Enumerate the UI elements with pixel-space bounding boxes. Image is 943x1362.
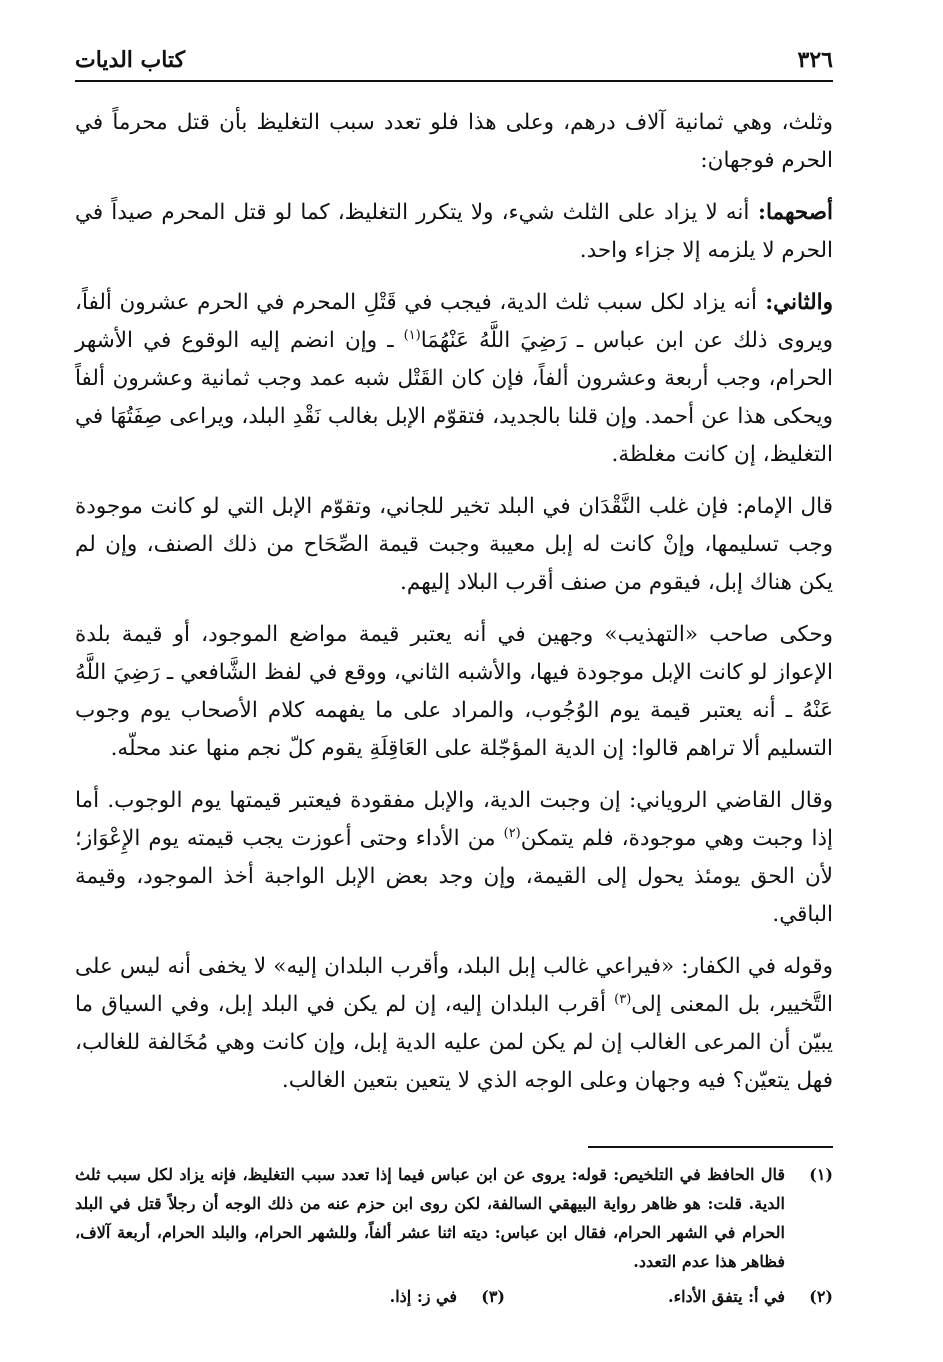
paragraph [75,284,833,474]
paragraph-text: قال الإمام: فإن غلب النَّقْدَان في البلد تخير للجاني، وتقوّم الإبل التي لو كانت موجودة وجب تسليمها، وإنْ كانت له إبل معيبة وجبت قيمة الصِّحَاح من ذلك الصنف، وإن لم يكن هناك إبل، فيقوم من صنف أقرب البلاد إليهم. [75,494,833,595]
paragraph-text: وقال القاضي الروياني: إن وجبت الدية، والإبل مفقودة فيعتبر قيمتها يوم الوجوب. أما إذا وجبت وهي موجودة، فلم يتمكن [75,788,833,851]
paragraph-text: أنه يزاد لكل سبب ثلث الدية، فيجب في قَتْلِ المحرم في الحرم عشرون ألفاً، ويروى ذلك عن ابن عباس ـ رَضِيَ اللَّهُ عَنْهُمَا [75,290,833,353]
book-page [75,40,833,1340]
footnote-1 [75,1160,833,1276]
footnote-2-text: في أ: يتفق الأداء. [668,1287,785,1306]
footnotes [75,1160,833,1317]
paragraph-text: أنه لا يزاد على الثلث شيء، ولا يتكرر التغليظ، كما لو قتل المحرم صيداً في الحرم لا يلزمه إلا جزاء واحد. [75,200,833,263]
paragraph-text-cont: أقرب البلدان إليه، إن لم يكن في البلد إبل، وفي السياق ما يبيّن أن المرعى الغالب إن لم يكن لمن عليه الدية إبل، وإن كانت وهي مُخَالفة للغالب، فهل يتعيّن؟ فيه وجهان وعلى الوجه الذي لا يتعين بتعين الغالب. [75,992,833,1093]
footnote-number: (١) [809,1165,833,1184]
page-number: ٣٢٦ [797,47,833,73]
paragraph-text: وقوله في الكفار: «فيراعي غالب إبل البلد، وأقرب البلدان إليه» لا يخفى أنه ليس على التَّخيير، بل المعنى إلى [75,954,833,1017]
paragraph-lead: والثاني: [756,290,833,315]
footnote-ref-1[interactable]: (١) [403,327,421,343]
paragraph [75,616,833,768]
main-text [75,104,833,1114]
paragraph [75,782,833,934]
paragraph-text-cont: ـ وإن انضم إليه الوقوع في الأشهر الحرام، وجب أربعة وعشرون ألفاً، فإن كان القَتْل شبه عمد وجب ثمانية وعشرون ألفاً ويحكى هذا عن أحمد. وإن قلنا بالجديد، فتقوّم الإبل بغالب نَقْدِ البلد، ويراعى صِفَتُهَا في التغليظ، إن كانت مغلظة. [75,328,833,467]
paragraph [75,488,833,602]
paragraph-text: وحكى صاحب «التهذيب» وجهين في أنه يعتبر قيمة مواضع الموجود، أو قيمة بلدة الإعواز لو كانت الإبل موجودة فيها، والأشبه الثاني، ووقع في لفظ الشَّافعي ـ رَضِيَ اللَّهُ عَنْهُ ـ أنه يعتبر قيمة يوم الوُجُوب، والمراد على ما يفهمه كلام الأصحاب يوم وجوب التسليم ألا تراهم قالوا: إن الدية المؤجّلة على العَاقِلَةِ يقوم كلّ نجم منها عند محلّه. [75,622,833,761]
chapter-title: كتاب الديات [75,47,186,73]
paragraph [75,948,833,1100]
paragraph [75,104,833,180]
paragraph-text: وثلث، وهي ثمانية آلاف درهم، وعلى هذا فلو تعدد سبب التغليظ بأن قتل محرماً في الحرم فوجهان: [75,110,833,173]
footnote-ref-2[interactable]: (٢) [503,825,521,841]
footnote-number: (٣) [481,1287,505,1306]
footnote-row [75,1282,833,1311]
footnote-ref-3[interactable]: (٣) [614,991,632,1007]
footnote-text: قال الحافظ في التلخيص: قوله: يروى عن ابن عباس فيما إذا تعدد سبب التغليظ، فإنه يزاد لكل سبب ثلث الدية. قلت: هو ظاهر رواية البيهقي السالفة، لكن روى ابن حزم عنه من ذلك الوجه أن رجلاً قتل في البلد الحرام في الشهر الحرام، فقال ابن عباس: ديته اثنا عشر ألفاً، وللشهر الحرام، والبلد الحرام، أربعة آلاف، فظاهر هذا عدم التعدد. [75,1165,786,1271]
footnote-divider [588,1146,833,1148]
paragraph [75,194,833,270]
footnote-number: (٢) [809,1287,833,1306]
paragraph-text-cont: من الأداء وحتى أعوزت يجب قيمته يوم الإِعْوَاز؛ لأن الحق يومئذ يحول إلى القيمة، وإن وجد بعض الإبل الواجبة أخذ الموجود، وقيمة الباقي. [75,826,833,927]
footnote-3-text: في ز: إذا. [389,1287,457,1306]
paragraph-lead: أصحهما: [749,200,833,225]
page-header [75,40,833,82]
